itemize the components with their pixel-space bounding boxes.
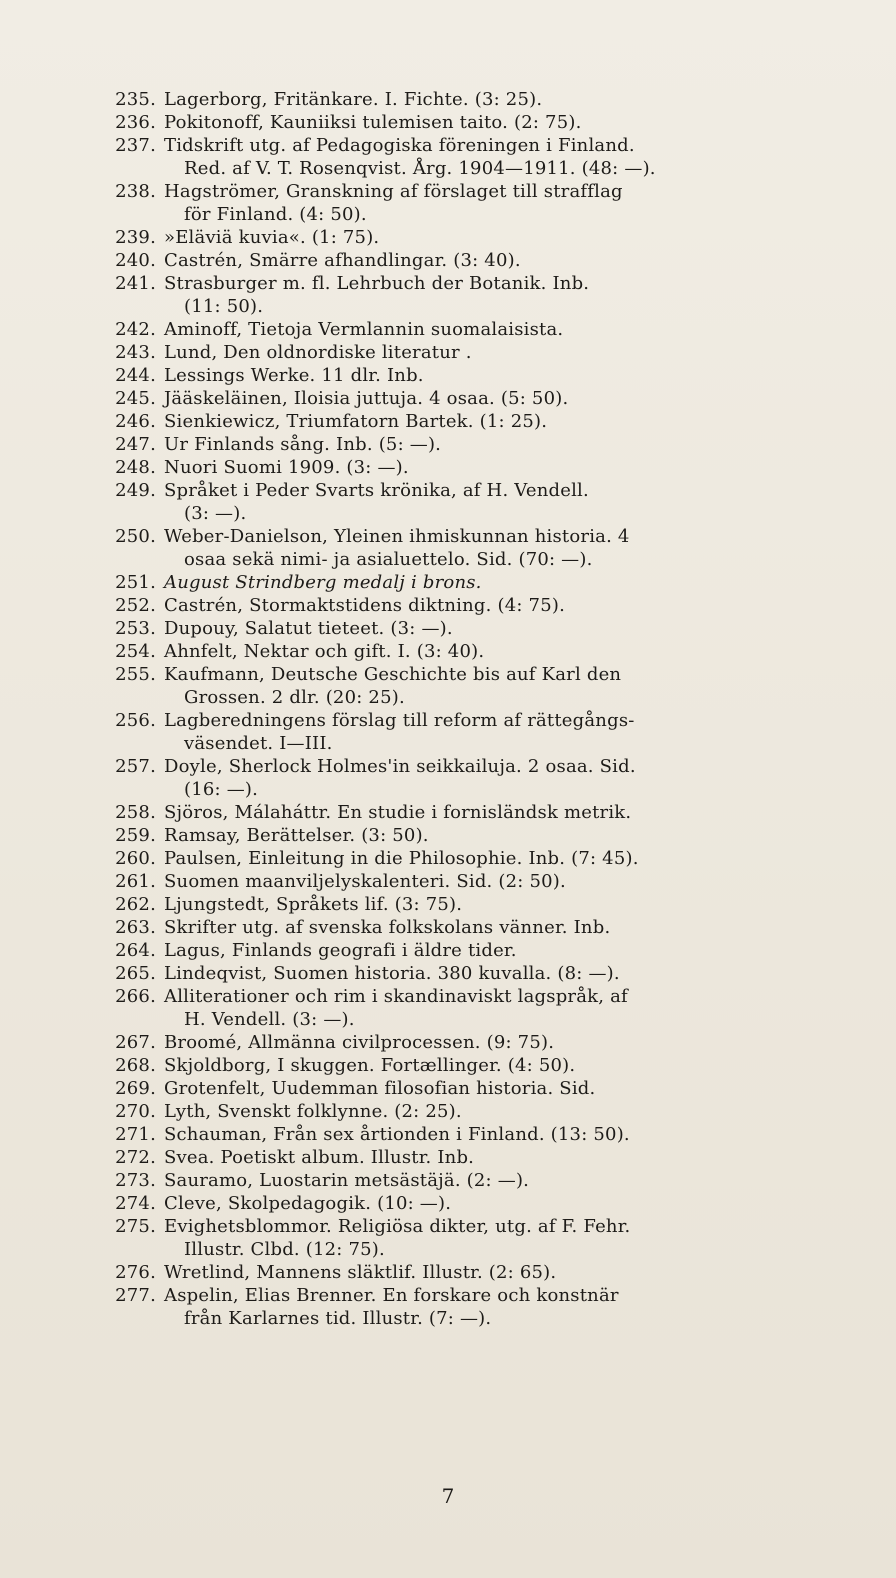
entry-text [164,1031,780,1054]
entry-line: Sienkiewicz, Triumfatorn Bartek. (1: 25). [164,411,548,432]
entry-line: Aspelin, Elias Brenner. En forskare och konstnär [164,1285,619,1306]
entry-number: 267. [115,1032,156,1053]
entry-text [164,433,780,456]
catalogue-entry [100,134,780,180]
catalogue-entry [100,755,780,801]
entry-line: August Strindberg medalj i brons. [164,572,482,593]
entry-line: »Eläviä kuvia«. (1: 75). [164,227,380,248]
entry-text [164,341,780,364]
entry-text [164,617,780,640]
entry-text [164,1054,780,1077]
entry-line: väsendet. I—III. [184,733,333,754]
entry-line: Schauman, Från sex årtionden i Finland. (13: 50). [164,1124,630,1145]
entry-number: 255. [115,664,156,685]
entry-line: Kaufmann, Deutsche Geschichte bis auf Karl den [164,664,622,685]
catalogue-entry [100,1215,780,1261]
entry-line: Sauramo, Luostarin metsästäjä. (2: —). [164,1170,530,1191]
catalogue-entry [100,893,780,916]
catalogue-entry [100,272,780,318]
entry-number: 268. [115,1055,156,1076]
entry-text [164,88,780,111]
entry-number: 254. [115,641,156,662]
entry-line: Svea. Poetiskt album. Illustr. Inb. [164,1147,475,1168]
catalogue-entry [100,709,780,755]
catalogue-list [100,88,780,1330]
catalogue-entry [100,525,780,571]
catalogue-entry [100,226,780,249]
entry-line: Evighetsblommor. Religiösa dikter, utg. af F. Fehr. [164,1216,631,1237]
catalogue-entry [100,1100,780,1123]
catalogue-entry [100,571,780,594]
catalogue-entry [100,640,780,663]
catalogue-entry [100,249,780,272]
entry-line: Doyle, Sherlock Holmes'in seikkailuja. 2 osaa. Sid. [164,756,636,777]
entry-line: Wretlind, Mannens släktlif. Illustr. (2: 65). [164,1262,557,1283]
page-number: 7 [441,1484,455,1508]
entry-number: 261. [115,871,156,892]
entry-text [164,1123,780,1146]
entry-text [164,1169,780,1192]
catalogue-entry [100,433,780,456]
entry-line: Lessings Werke. 11 dlr. Inb. [164,365,424,386]
entry-line: Alliterationer och rim i skandinaviskt lagspråk, af [164,986,628,1007]
entry-number: 237. [115,135,156,156]
entry-text [164,272,780,318]
entry-line: Castrén, Smärre afhandlingar. (3: 40). [164,250,521,271]
entry-number: 248. [115,457,156,478]
catalogue-entry [100,1261,780,1284]
entry-line: Tidskrift utg. af Pedagogiska föreningen i Finland. [164,135,635,156]
entry-text [164,1100,780,1123]
entry-line: Ahnfelt, Nektar och gift. I. (3: 40). [164,641,485,662]
entry-line: Ljungstedt, Språkets lif. (3: 75). [164,894,463,915]
entry-text [164,456,780,479]
entry-number: 244. [115,365,156,386]
entry-text [164,525,780,571]
catalogue-entry [100,364,780,387]
catalogue-entry [100,1031,780,1054]
entry-line: Cleve, Skolpedagogik. (10: —). [164,1193,452,1214]
entry-number: 258. [115,802,156,823]
entry-text [164,801,780,824]
entry-text [164,249,780,272]
entry-line: Ramsay, Berättelser. (3: 50). [164,825,429,846]
entry-line: Lund, Den oldnordiske literatur . [164,342,472,363]
entry-number: 238. [115,181,156,202]
entry-number: 260. [115,848,156,869]
entry-text [164,1261,780,1284]
entry-number: 270. [115,1101,156,1122]
entry-number: 269. [115,1078,156,1099]
catalogue-entry [100,1123,780,1146]
entry-line: Suomen maanviljelyskalenteri. Sid. (2: 50). [164,871,566,892]
entry-text [164,364,780,387]
entry-number: 274. [115,1193,156,1214]
entry-number: 275. [115,1216,156,1237]
entry-number: 257. [115,756,156,777]
entry-text [164,985,780,1031]
catalogue-entry [100,663,780,709]
entry-number: 272. [115,1147,156,1168]
entry-number: 251. [115,572,156,593]
catalogue-entry [100,1146,780,1169]
entry-line: osaa sekä nimi- ja asialuettelo. Sid. (70: —). [184,549,593,570]
catalogue-entry [100,479,780,525]
entry-text [164,479,780,525]
entry-line: Red. af V. T. Rosenqvist. Årg. 1904—1911. (48: —). [184,158,656,179]
entry-number: 240. [115,250,156,271]
entry-text [164,870,780,893]
entry-text [164,709,780,755]
catalogue-entry [100,870,780,893]
entry-text [164,1192,780,1215]
entry-text [164,939,780,962]
entry-line: Strasburger m. fl. Lehrbuch der Botanik. Inb. [164,273,590,294]
catalogue-entry [100,617,780,640]
entry-text [164,640,780,663]
entry-number: 271. [115,1124,156,1145]
entry-line: Pokitonoff, Kauniiksi tulemisen taito. (2: 75). [164,112,582,133]
entry-text [164,916,780,939]
catalogue-entry [100,985,780,1031]
entry-line: (11: 50). [184,296,264,317]
entry-number: 277. [115,1285,156,1306]
entry-line: Lyth, Svenskt folklynne. (2: 25). [164,1101,462,1122]
entry-text [164,571,780,594]
entry-line: Illustr. Clbd. (12: 75). [184,1239,385,1260]
catalogue-entry [100,847,780,870]
entry-line: Paulsen, Einleitung in die Philosophie. Inb. (7: 45). [164,848,639,869]
entry-text [164,410,780,433]
entry-line: Skjoldborg, I skuggen. Fortællinger. (4: 50). [164,1055,576,1076]
entry-text [164,755,780,801]
entry-text [164,1077,780,1100]
entry-line: Aminoff, Tietoja Vermlannin suomalaisista. [164,319,564,340]
entry-number: 241. [115,273,156,294]
catalogue-entry [100,111,780,134]
entry-number: 245. [115,388,156,409]
entry-text [164,226,780,249]
entry-text [164,111,780,134]
entry-number: 253. [115,618,156,639]
entry-line: från Karlarnes tid. Illustr. (7: —). [184,1308,492,1329]
entry-number: 243. [115,342,156,363]
entry-line: Språket i Peder Svarts krönika, af H. Vendell. [164,480,589,501]
entry-line: Jääskeläinen, Iloisia juttuja. 4 osaa. (5: 50). [164,388,569,409]
entry-text [164,1146,780,1169]
catalogue-entry [100,1192,780,1215]
catalogue-entry [100,824,780,847]
entry-text [164,663,780,709]
entry-number: 247. [115,434,156,455]
entry-number: 259. [115,825,156,846]
catalogue-entry [100,88,780,111]
entry-line: H. Vendell. (3: —). [184,1009,355,1030]
entry-text [164,1284,780,1330]
entry-line: Sjöros, Málaháttr. En studie i fornisländsk metrik. [164,802,632,823]
entry-number: 246. [115,411,156,432]
entry-number: 242. [115,319,156,340]
entry-number: 273. [115,1170,156,1191]
catalogue-entry [100,387,780,410]
catalogue-entry [100,1054,780,1077]
entry-number: 266. [115,986,156,1007]
entry-text [164,847,780,870]
catalogue-entry [100,410,780,433]
entry-line: Skrifter utg. af svenska folkskolans vänner. Inb. [164,917,611,938]
catalogue-entry [100,341,780,364]
catalogue-entry [100,318,780,341]
entry-number: 239. [115,227,156,248]
entry-text [164,387,780,410]
entry-text [164,1215,780,1261]
entry-number: 264. [115,940,156,961]
entry-line: (3: —). [184,503,247,524]
entry-line: Weber-Danielson, Yleinen ihmiskunnan historia. 4 [164,526,630,547]
catalogue-entry [100,1077,780,1100]
catalogue-entry [100,456,780,479]
entry-number: 262. [115,894,156,915]
catalogue-entry [100,962,780,985]
entry-text [164,962,780,985]
entry-line: (16: —). [184,779,259,800]
entry-line: Grossen. 2 dlr. (20: 25). [184,687,405,708]
entry-number: 235. [115,89,156,110]
entry-number: 263. [115,917,156,938]
entry-number: 250. [115,526,156,547]
entry-number: 265. [115,963,156,984]
entry-line: Grotenfelt, Uudemman filosofian historia. Sid. [164,1078,596,1099]
entry-line: Hagströmer, Granskning af förslaget till strafflag [164,181,623,202]
entry-line: Lagerborg, Fritänkare. I. Fichte. (3: 25). [164,89,543,110]
entry-text [164,824,780,847]
entry-number: 256. [115,710,156,731]
entry-text [164,594,780,617]
entry-line: Lagberedningens förslag till reform af rättegångs- [164,710,635,731]
entry-number: 249. [115,480,156,501]
entry-line: Broomé, Allmänna civilprocessen. (9: 75). [164,1032,555,1053]
entry-number: 252. [115,595,156,616]
entry-line: Lagus, Finlands geografi i äldre tider. [164,940,517,961]
entry-line: Nuori Suomi 1909. (3: —). [164,457,409,478]
entry-line: Ur Finlands sång. Inb. (5: —). [164,434,442,455]
catalogue-entry [100,916,780,939]
entry-text [164,893,780,916]
entry-number: 276. [115,1262,156,1283]
entry-number: 236. [115,112,156,133]
entry-text [164,318,780,341]
catalogue-entry [100,1284,780,1330]
catalogue-entry [100,801,780,824]
entry-line: Lindeqvist, Suomen historia. 380 kuvalla. (8: —). [164,963,620,984]
catalogue-entry [100,1169,780,1192]
entry-line: för Finland. (4: 50). [184,204,367,225]
catalogue-entry [100,939,780,962]
catalogue-entry [100,180,780,226]
entry-text [164,134,780,180]
entry-line: Castrén, Stormaktstidens diktning. (4: 75). [164,595,566,616]
entry-line: Dupouy, Salatut tieteet. (3: —). [164,618,453,639]
catalogue-entry [100,594,780,617]
entry-text [164,180,780,226]
